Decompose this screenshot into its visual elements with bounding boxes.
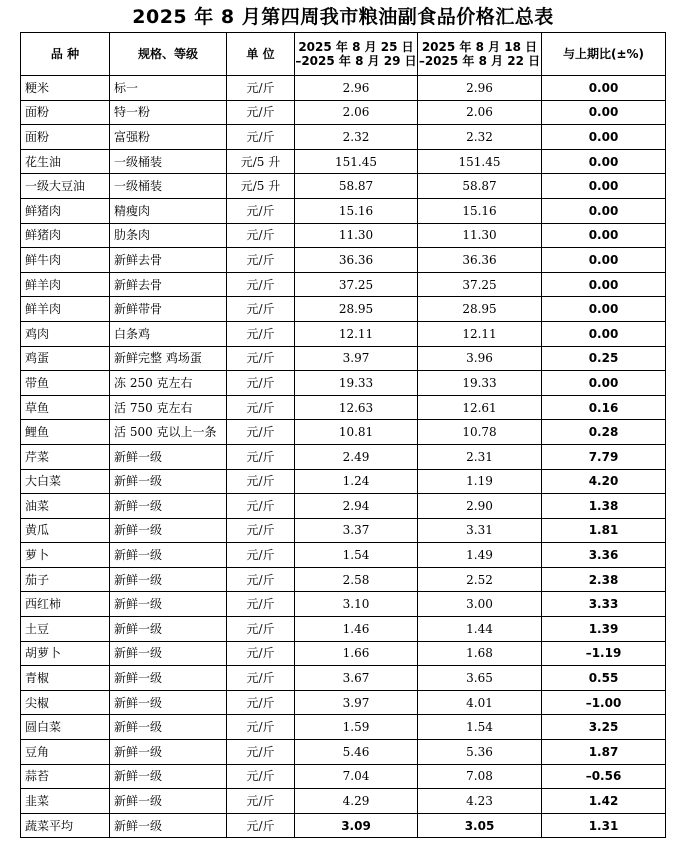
cell-name: 蒜苔: [21, 764, 110, 789]
cell-previous-price: 1.44: [418, 617, 542, 642]
cell-previous-price: 37.25: [418, 272, 542, 297]
cell-change-ratio: 2.38: [542, 567, 666, 592]
header-spec: 规格、等级: [110, 33, 227, 76]
table-row: [21, 395, 666, 420]
cell-name: 面粉: [21, 100, 110, 125]
cell-previous-price: 36.36: [418, 248, 542, 273]
cell-change-ratio: 7.79: [542, 444, 666, 469]
cell-previous-price: 3.31: [418, 518, 542, 543]
cell-spec: 新鲜一级: [110, 813, 227, 838]
table-row: [21, 789, 666, 814]
table-row: [21, 346, 666, 371]
cell-change-ratio: 0.00: [542, 125, 666, 150]
cell-current-price: 3.97: [295, 346, 418, 371]
cell-previous-price: 58.87: [418, 174, 542, 199]
cell-unit: 元/斤: [227, 518, 295, 543]
cell-current-price: 19.33: [295, 371, 418, 396]
cell-unit: 元/斤: [227, 76, 295, 101]
table-row: [21, 297, 666, 322]
cell-spec: 新鲜一级: [110, 444, 227, 469]
table-row: [21, 740, 666, 765]
cell-current-price: 3.37: [295, 518, 418, 543]
cell-unit: 元/斤: [227, 395, 295, 420]
cell-previous-price: 15.16: [418, 198, 542, 223]
cell-change-ratio: 1.42: [542, 789, 666, 814]
header-previous-line1: 2025 年 8 月 18 日: [421, 40, 538, 54]
cell-name: 鲤鱼: [21, 420, 110, 445]
cell-current-price: 2.06: [295, 100, 418, 125]
cell-name: 豆角: [21, 740, 110, 765]
cell-change-ratio: 0.25: [542, 346, 666, 371]
cell-change-ratio: 1.38: [542, 494, 666, 519]
cell-current-price: 12.11: [295, 321, 418, 346]
table-row: [21, 813, 666, 838]
cell-change-ratio: 0.00: [542, 223, 666, 248]
cell-previous-price: 2.90: [418, 494, 542, 519]
cell-name: 青椒: [21, 666, 110, 691]
cell-unit: 元/斤: [227, 469, 295, 494]
cell-previous-price: 10.78: [418, 420, 542, 445]
cell-name: 油菜: [21, 494, 110, 519]
cell-unit: 元/斤: [227, 223, 295, 248]
cell-spec: 特一粉: [110, 100, 227, 125]
cell-unit: 元/斤: [227, 592, 295, 617]
cell-spec: 新鲜一级: [110, 469, 227, 494]
cell-previous-price: 12.61: [418, 395, 542, 420]
cell-spec: 新鲜一级: [110, 567, 227, 592]
cell-unit: 元/斤: [227, 248, 295, 273]
cell-name: 鲜牛肉: [21, 248, 110, 273]
cell-previous-price: 2.32: [418, 125, 542, 150]
cell-unit: 元/斤: [227, 494, 295, 519]
cell-unit: 元/斤: [227, 100, 295, 125]
cell-current-price: 12.63: [295, 395, 418, 420]
cell-current-price: 1.24: [295, 469, 418, 494]
cell-current-price: 2.32: [295, 125, 418, 150]
cell-spec: 新鲜去骨: [110, 248, 227, 273]
cell-previous-price: 1.54: [418, 715, 542, 740]
cell-spec: 冻 250 克左右: [110, 371, 227, 396]
cell-name: 鲜羊肉: [21, 272, 110, 297]
cell-spec: 新鲜带骨: [110, 297, 227, 322]
cell-unit: 元/斤: [227, 420, 295, 445]
cell-name: 尖椒: [21, 690, 110, 715]
cell-spec: 新鲜一级: [110, 666, 227, 691]
cell-change-ratio: 0.00: [542, 198, 666, 223]
cell-spec: 新鲜一级: [110, 617, 227, 642]
cell-spec: 新鲜一级: [110, 740, 227, 765]
cell-unit: 元/斤: [227, 444, 295, 469]
cell-change-ratio: –1.00: [542, 690, 666, 715]
cell-name: 鲜羊肉: [21, 297, 110, 322]
header-unit: 单 位: [227, 33, 295, 76]
cell-change-ratio: –1.19: [542, 641, 666, 666]
table-row: [21, 174, 666, 199]
cell-spec: 标一: [110, 76, 227, 101]
cell-unit: 元/5 升: [227, 174, 295, 199]
cell-previous-price: 5.36: [418, 740, 542, 765]
cell-spec: 精瘦肉: [110, 198, 227, 223]
header-current-period: [295, 33, 418, 76]
page-title: 2025 年 8 月第四周我市粮油副食品价格汇总表: [132, 6, 554, 28]
cell-unit: 元/斤: [227, 371, 295, 396]
cell-name: 茄子: [21, 567, 110, 592]
cell-name: 鸡肉: [21, 321, 110, 346]
cell-current-price: 28.95: [295, 297, 418, 322]
cell-change-ratio: 1.31: [542, 813, 666, 838]
table-row: [21, 617, 666, 642]
table-row: [21, 543, 666, 568]
cell-spec: 一级桶装: [110, 149, 227, 174]
cell-change-ratio: 0.00: [542, 248, 666, 273]
cell-name: 一级大豆油: [21, 174, 110, 199]
cell-change-ratio: 0.16: [542, 395, 666, 420]
cell-change-ratio: –0.56: [542, 764, 666, 789]
cell-name: 鲜猪肉: [21, 198, 110, 223]
cell-unit: 元/斤: [227, 740, 295, 765]
cell-current-price: 58.87: [295, 174, 418, 199]
cell-unit: 元/斤: [227, 789, 295, 814]
cell-spec: 活 750 克左右: [110, 395, 227, 420]
cell-name: 韭菜: [21, 789, 110, 814]
cell-previous-price: 2.96: [418, 76, 542, 101]
cell-unit: 元/斤: [227, 272, 295, 297]
header-previous-line2: –2025 年 8 月 22 日: [418, 54, 541, 68]
header-ratio: 与上期比(±%): [542, 33, 666, 76]
cell-previous-price: 2.06: [418, 100, 542, 125]
table-row: [21, 592, 666, 617]
header-current-line1: 2025 年 8 月 25 日: [298, 40, 414, 54]
cell-spec: 新鲜去骨: [110, 272, 227, 297]
cell-spec: 肋条肉: [110, 223, 227, 248]
cell-change-ratio: 0.00: [542, 76, 666, 101]
cell-name: 草鱼: [21, 395, 110, 420]
cell-unit: 元/斤: [227, 813, 295, 838]
cell-unit: 元/斤: [227, 567, 295, 592]
cell-previous-price: 151.45: [418, 149, 542, 174]
cell-current-price: 3.67: [295, 666, 418, 691]
table-row: [21, 321, 666, 346]
cell-name: 大白菜: [21, 469, 110, 494]
cell-spec: 活 500 克以上一条: [110, 420, 227, 445]
cell-spec: 富强粉: [110, 125, 227, 150]
table-row: [21, 248, 666, 273]
cell-current-price: 7.04: [295, 764, 418, 789]
cell-spec: 新鲜一级: [110, 518, 227, 543]
cell-name: 西红柿: [21, 592, 110, 617]
cell-spec: 新鲜一级: [110, 592, 227, 617]
cell-unit: 元/斤: [227, 198, 295, 223]
table-body: [21, 76, 666, 838]
cell-name: 鲜猪肉: [21, 223, 110, 248]
cell-name: 面粉: [21, 125, 110, 150]
cell-current-price: 36.36: [295, 248, 418, 273]
cell-name: 圆白菜: [21, 715, 110, 740]
cell-previous-price: 11.30: [418, 223, 542, 248]
header-previous-period: [418, 33, 542, 76]
cell-spec: 新鲜一级: [110, 715, 227, 740]
cell-previous-price: 2.31: [418, 444, 542, 469]
cell-previous-price: 4.01: [418, 690, 542, 715]
cell-unit: 元/斤: [227, 543, 295, 568]
table-row: [21, 518, 666, 543]
cell-spec: 新鲜一级: [110, 789, 227, 814]
cell-current-price: 11.30: [295, 223, 418, 248]
cell-name: 萝卜: [21, 543, 110, 568]
cell-unit: 元/5 升: [227, 149, 295, 174]
cell-change-ratio: 3.25: [542, 715, 666, 740]
cell-unit: 元/斤: [227, 764, 295, 789]
cell-spec: 新鲜一级: [110, 690, 227, 715]
cell-previous-price: 2.52: [418, 567, 542, 592]
cell-current-price: 5.46: [295, 740, 418, 765]
table-row: [21, 690, 666, 715]
cell-change-ratio: 0.28: [542, 420, 666, 445]
table-row: [21, 100, 666, 125]
cell-spec: 白条鸡: [110, 321, 227, 346]
cell-previous-price: 28.95: [418, 297, 542, 322]
cell-current-price: 3.09: [295, 813, 418, 838]
cell-previous-price: 3.00: [418, 592, 542, 617]
cell-current-price: 1.66: [295, 641, 418, 666]
cell-change-ratio: 0.00: [542, 100, 666, 125]
cell-name: 胡萝卜: [21, 641, 110, 666]
cell-previous-price: 1.19: [418, 469, 542, 494]
cell-spec: 新鲜一级: [110, 543, 227, 568]
cell-previous-price: 7.08: [418, 764, 542, 789]
cell-name: 芹菜: [21, 444, 110, 469]
table-row: [21, 76, 666, 101]
cell-name: 鸡蛋: [21, 346, 110, 371]
cell-current-price: 2.49: [295, 444, 418, 469]
cell-change-ratio: 1.81: [542, 518, 666, 543]
cell-unit: 元/斤: [227, 617, 295, 642]
table-row: [21, 223, 666, 248]
cell-previous-price: 1.68: [418, 641, 542, 666]
cell-change-ratio: 1.87: [542, 740, 666, 765]
cell-name: 粳米: [21, 76, 110, 101]
cell-spec: 新鲜一级: [110, 494, 227, 519]
cell-current-price: 15.16: [295, 198, 418, 223]
cell-name: 蔬菜平均: [21, 813, 110, 838]
cell-previous-price: 1.49: [418, 543, 542, 568]
cell-current-price: 3.10: [295, 592, 418, 617]
cell-spec: 新鲜一级: [110, 764, 227, 789]
cell-change-ratio: 3.33: [542, 592, 666, 617]
cell-current-price: 10.81: [295, 420, 418, 445]
cell-change-ratio: 0.00: [542, 371, 666, 396]
cell-name: 土豆: [21, 617, 110, 642]
cell-unit: 元/斤: [227, 666, 295, 691]
table-row: [21, 420, 666, 445]
cell-previous-price: 3.96: [418, 346, 542, 371]
table-row: [21, 149, 666, 174]
table-row: [21, 764, 666, 789]
cell-current-price: 1.59: [295, 715, 418, 740]
cell-unit: 元/斤: [227, 125, 295, 150]
table-row: [21, 444, 666, 469]
cell-name: 花生油: [21, 149, 110, 174]
table-row: [21, 125, 666, 150]
cell-current-price: 151.45: [295, 149, 418, 174]
cell-previous-price: 3.05: [418, 813, 542, 838]
cell-previous-price: 19.33: [418, 371, 542, 396]
table-row: [21, 641, 666, 666]
table-row: [21, 715, 666, 740]
cell-spec: 新鲜完整 鸡场蛋: [110, 346, 227, 371]
cell-unit: 元/斤: [227, 297, 295, 322]
cell-previous-price: 3.65: [418, 666, 542, 691]
table-row: [21, 469, 666, 494]
cell-current-price: 4.29: [295, 789, 418, 814]
price-table: [20, 32, 666, 838]
header-name: 品 种: [21, 33, 110, 76]
cell-change-ratio: 0.00: [542, 272, 666, 297]
cell-current-price: 1.46: [295, 617, 418, 642]
cell-change-ratio: 1.39: [542, 617, 666, 642]
cell-previous-price: 12.11: [418, 321, 542, 346]
table-row: [21, 567, 666, 592]
cell-unit: 元/斤: [227, 715, 295, 740]
table-row: [21, 198, 666, 223]
table-row: [21, 666, 666, 691]
cell-spec: 一级桶装: [110, 174, 227, 199]
cell-unit: 元/斤: [227, 346, 295, 371]
cell-current-price: 37.25: [295, 272, 418, 297]
cell-change-ratio: 3.36: [542, 543, 666, 568]
cell-unit: 元/斤: [227, 321, 295, 346]
table-row: [21, 272, 666, 297]
header-current-line2: –2025 年 8 月 29 日: [295, 54, 417, 68]
cell-change-ratio: 0.55: [542, 666, 666, 691]
table-header-row: [21, 33, 666, 76]
cell-spec: 新鲜一级: [110, 641, 227, 666]
cell-change-ratio: 0.00: [542, 174, 666, 199]
cell-current-price: 2.58: [295, 567, 418, 592]
table-row: [21, 371, 666, 396]
cell-unit: 元/斤: [227, 641, 295, 666]
cell-unit: 元/斤: [227, 690, 295, 715]
cell-name: 黄瓜: [21, 518, 110, 543]
cell-current-price: 3.97: [295, 690, 418, 715]
cell-change-ratio: 4.20: [542, 469, 666, 494]
cell-current-price: 2.96: [295, 76, 418, 101]
cell-name: 带鱼: [21, 371, 110, 396]
cell-change-ratio: 0.00: [542, 149, 666, 174]
cell-change-ratio: 0.00: [542, 297, 666, 322]
cell-change-ratio: 0.00: [542, 321, 666, 346]
table-row: [21, 494, 666, 519]
cell-previous-price: 4.23: [418, 789, 542, 814]
cell-current-price: 2.94: [295, 494, 418, 519]
cell-current-price: 1.54: [295, 543, 418, 568]
